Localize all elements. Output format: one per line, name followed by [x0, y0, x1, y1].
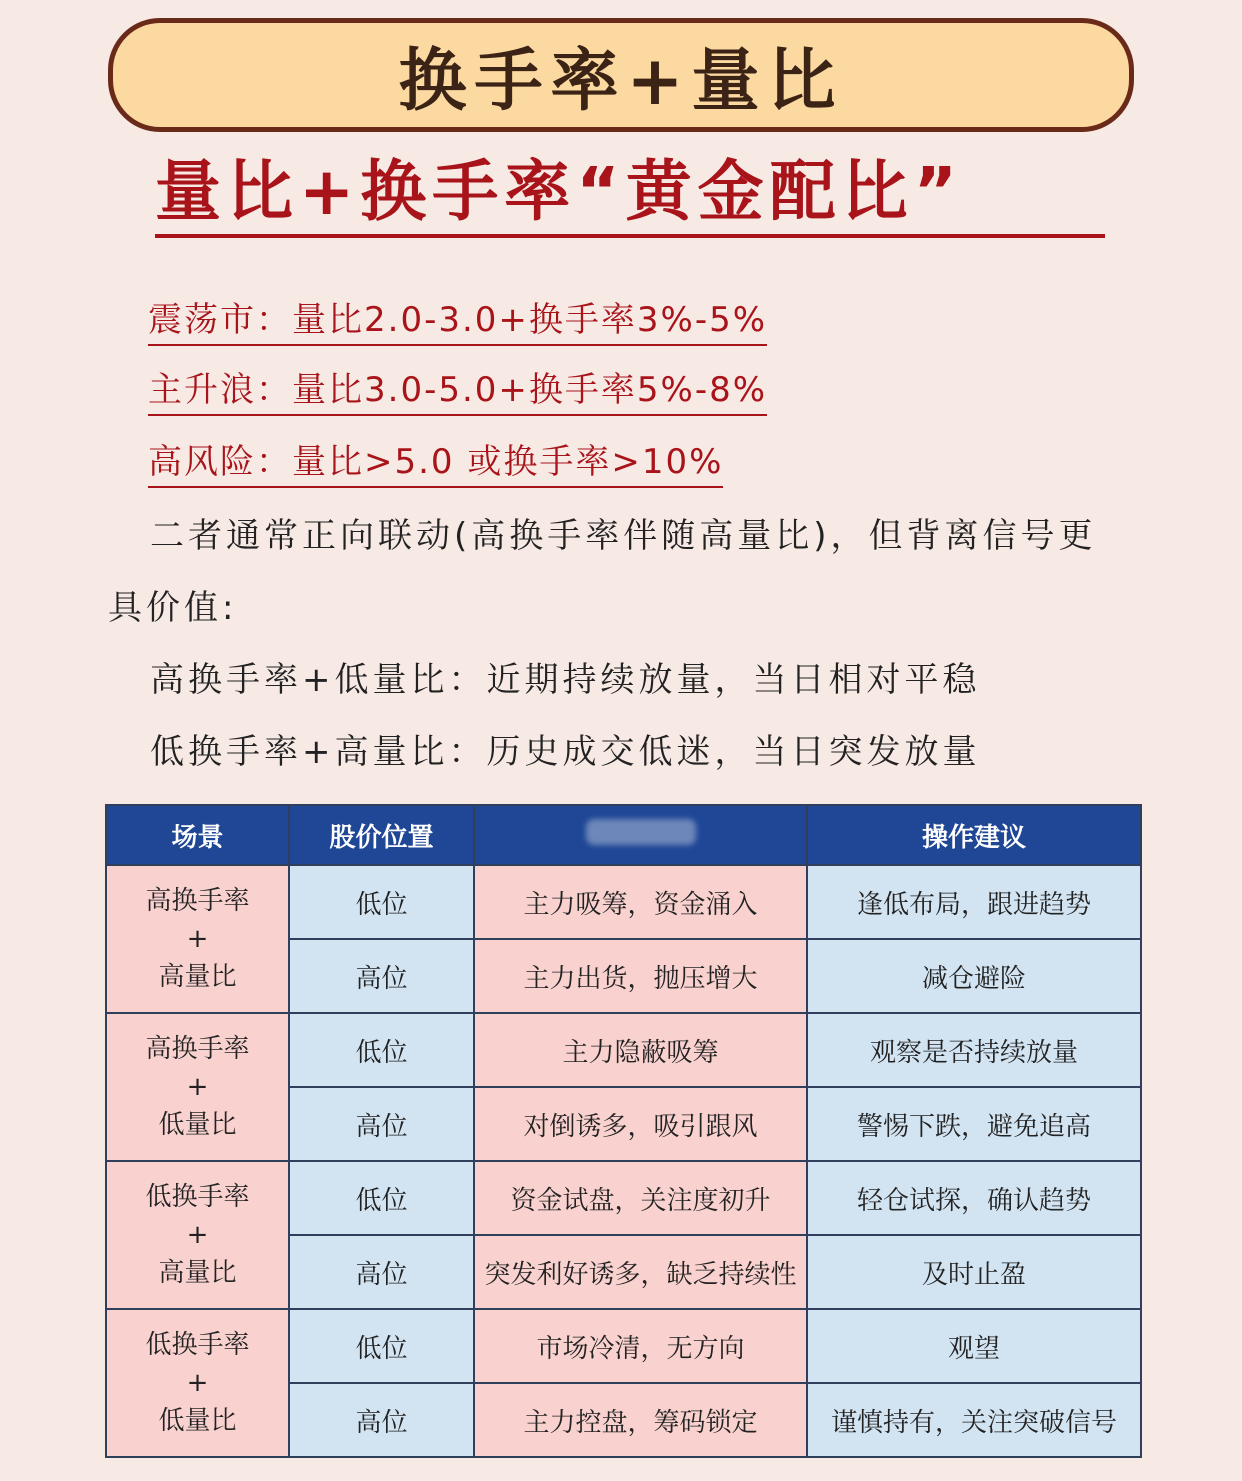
- advice-cell: 观望: [807, 1309, 1141, 1383]
- title-banner: [108, 18, 1134, 132]
- position-cell: 高位: [289, 1087, 474, 1161]
- advice-cell: 警惕下跌，避免追高: [807, 1087, 1141, 1161]
- position-cell: 高位: [289, 1235, 474, 1309]
- meaning-cell: 突发利好诱多，缺乏持续性: [474, 1235, 807, 1309]
- meaning-cell: 市场冷清，无方向: [474, 1309, 807, 1383]
- table-row: [106, 865, 1141, 939]
- header-blurred: [474, 805, 807, 865]
- advice-cell: 轻仓试探，确认趋势: [807, 1161, 1141, 1235]
- position-cell: 低位: [289, 1309, 474, 1383]
- advice-cell: 减仓避险: [807, 939, 1141, 1013]
- advice-cell: 观察是否持续放量: [807, 1013, 1141, 1087]
- scene-plus: +: [186, 924, 209, 954]
- header-price-position: 股价位置: [289, 805, 474, 865]
- meaning-cell: 主力出货，抛压增大: [474, 939, 807, 1013]
- scene-label: 高换手率: [145, 1034, 250, 1064]
- strategy-table: [105, 804, 1142, 1458]
- position-cell: 高位: [289, 939, 474, 1013]
- scene-cell: [106, 865, 289, 1013]
- scene-cell: [106, 1013, 289, 1161]
- advice-cell: 谨慎持有，关注突破信号: [807, 1383, 1141, 1457]
- rule-high-risk: 高风险：量比>5.0 或换手率>10%: [148, 440, 723, 488]
- meaning-cell: 对倒诱多，吸引跟风: [474, 1087, 807, 1161]
- rule-oscillating-market: 震荡市：量比2.0-3.0+换手率3%-5%: [148, 298, 767, 346]
- scene-label: 低量比: [158, 1406, 237, 1436]
- advice-cell: 及时止盈: [807, 1235, 1141, 1309]
- header-scene: 场景: [106, 805, 289, 865]
- intro-line-1: 二者通常正向联动(高换手率伴随高量比)，但背离信号更: [150, 516, 1097, 556]
- scene-label: 高量比: [158, 1258, 237, 1288]
- position-cell: 低位: [289, 1161, 474, 1235]
- scene-plus: +: [186, 1072, 209, 1102]
- subtitle: 量比+换手率“黄金配比”: [155, 150, 1105, 238]
- scene-plus: +: [186, 1368, 209, 1398]
- scene-label: 低换手率: [145, 1330, 250, 1360]
- header-advice: 操作建议: [807, 805, 1141, 865]
- scene-label: 高换手率: [145, 886, 250, 916]
- table-row: [106, 1309, 1141, 1383]
- table-row: [106, 1013, 1141, 1087]
- banner-title: 换手率+量比: [398, 41, 844, 121]
- rule-main-uptrend: 主升浪：量比3.0-5.0+换手率5%-8%: [148, 368, 767, 416]
- scene-label: 低换手率: [145, 1182, 250, 1212]
- case-low-turnover-high-ratio: 低换手率+高量比：历史成交低迷，当日突发放量: [150, 732, 981, 772]
- meaning-cell: 主力控盘，筹码锁定: [474, 1383, 807, 1457]
- table-row: [106, 1161, 1141, 1235]
- meaning-cell: 资金试盘，关注度初升: [474, 1161, 807, 1235]
- scene-label: 低量比: [158, 1110, 237, 1140]
- table-header-row: [106, 805, 1141, 865]
- meaning-cell: 主力隐蔽吸筹: [474, 1013, 807, 1087]
- scene-cell: [106, 1309, 289, 1457]
- scene-plus: +: [186, 1220, 209, 1250]
- scene-cell: [106, 1161, 289, 1309]
- advice-cell: 逢低布局，跟进趋势: [807, 865, 1141, 939]
- case-high-turnover-low-ratio: 高换手率+低量比：近期持续放量，当日相对平稳: [150, 660, 981, 700]
- meaning-cell: 主力吸筹，资金涌入: [474, 865, 807, 939]
- scene-label: 高量比: [158, 962, 237, 992]
- blurred-header-label: [586, 819, 696, 845]
- position-cell: 高位: [289, 1383, 474, 1457]
- intro-line-2: 具价值:: [108, 588, 238, 628]
- position-cell: 低位: [289, 1013, 474, 1087]
- position-cell: 低位: [289, 865, 474, 939]
